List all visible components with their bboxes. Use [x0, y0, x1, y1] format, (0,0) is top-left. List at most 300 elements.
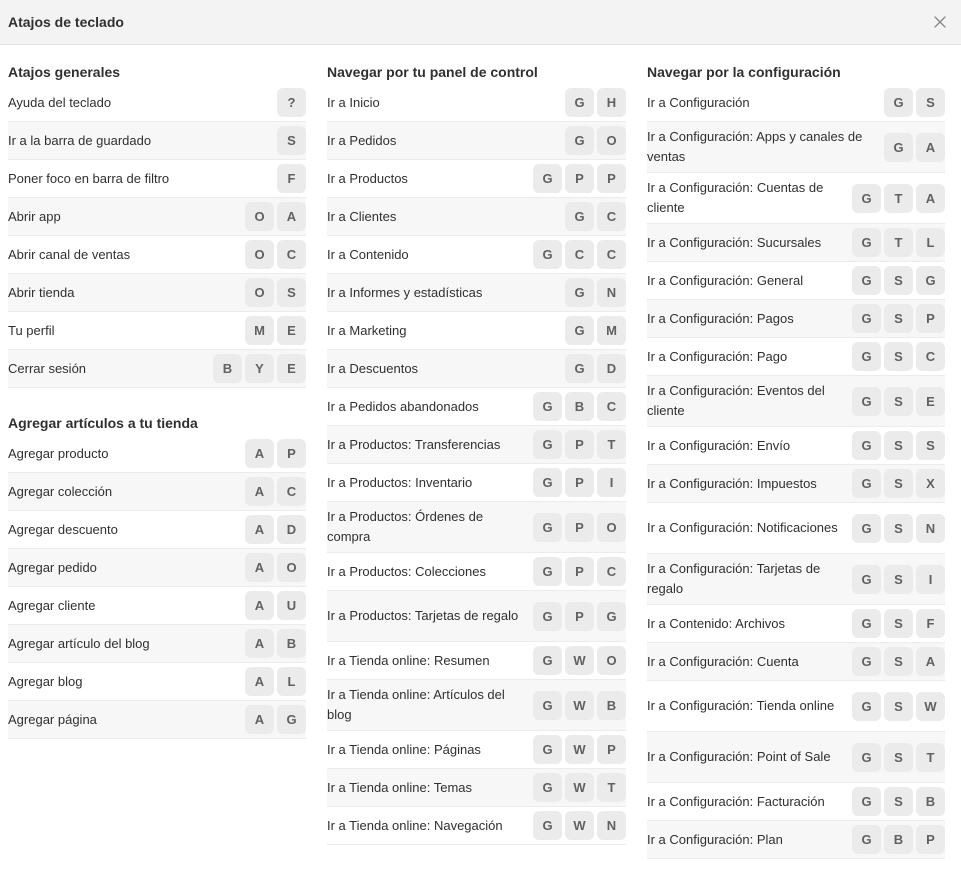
key-cap: G	[852, 266, 881, 295]
shortcut-label: Ir a Configuración: Eventos del cliente	[647, 383, 825, 418]
shortcut-label: Ir a Configuración: Pago	[647, 348, 788, 364]
key-cap: B	[884, 825, 913, 854]
key-cap: S	[884, 387, 913, 416]
shortcut-label: Ir a Tienda online: Artículos del blog	[327, 687, 505, 722]
key-cap: G	[852, 692, 881, 721]
shortcut-row	[327, 731, 626, 769]
key-cap: D	[277, 515, 306, 544]
key-cap: W	[565, 691, 594, 720]
shortcut-row	[647, 224, 945, 262]
column-general	[8, 45, 306, 739]
key-cap: ?	[277, 88, 306, 117]
key-cap: P	[565, 602, 594, 631]
shortcut-label: Agregar colección	[8, 483, 113, 499]
shortcut-row	[8, 84, 306, 122]
key-cap: S	[884, 342, 913, 371]
shortcut-row	[327, 807, 626, 845]
shortcut-keys	[245, 553, 306, 582]
shortcut-label: Agregar cliente	[8, 597, 96, 613]
shortcut-label: Agregar artículo del blog	[8, 635, 150, 651]
shortcut-keys	[245, 591, 306, 620]
column-settings	[647, 45, 945, 859]
key-cap: G	[852, 469, 881, 498]
shortcut-keys	[565, 202, 626, 231]
key-cap: O	[245, 278, 274, 307]
key-cap: G	[533, 557, 562, 586]
key-cap: M	[597, 316, 626, 345]
shortcut-keys	[245, 477, 306, 506]
shortcut-keys	[565, 126, 626, 155]
shortcut-list	[8, 435, 306, 739]
shortcut-keys	[533, 392, 626, 421]
shortcut-row	[8, 122, 306, 160]
shortcut-keys	[852, 647, 945, 676]
shortcut-label: Ir a Configuración: Point of Sale	[647, 749, 831, 764]
shortcut-row	[327, 274, 626, 312]
shortcut-row	[647, 732, 945, 783]
key-cap: B	[277, 629, 306, 658]
shortcut-list	[8, 84, 306, 388]
shortcut-keys	[533, 557, 626, 586]
key-cap: T	[884, 184, 913, 213]
key-cap: G	[852, 431, 881, 460]
shortcut-row	[647, 554, 945, 605]
key-cap: S	[884, 514, 913, 543]
shortcut-keys	[533, 468, 626, 497]
shortcut-keys	[245, 316, 306, 345]
shortcut-keys	[245, 202, 306, 231]
shortcut-row	[327, 553, 626, 591]
key-cap: A	[245, 591, 274, 620]
shortcut-label: Ir a Configuración: Envío	[647, 437, 791, 453]
shortcut-label: Ir a Pedidos abandonados	[327, 398, 479, 414]
shortcut-row	[327, 769, 626, 807]
key-cap: G	[852, 514, 881, 543]
key-cap: G	[533, 646, 562, 675]
shortcut-label: Ir a Tienda online: Temas	[327, 779, 473, 795]
shortcut-row	[647, 84, 945, 122]
shortcut-label: Abrir canal de ventas	[8, 246, 131, 262]
key-cap: X	[916, 469, 945, 498]
key-cap: G	[852, 609, 881, 638]
key-cap: I	[916, 565, 945, 594]
key-cap: G	[565, 316, 594, 345]
key-cap: G	[597, 602, 626, 631]
shortcut-row	[647, 300, 945, 338]
key-cap: I	[597, 468, 626, 497]
shortcut-label: Agregar página	[8, 711, 97, 727]
key-cap: N	[597, 278, 626, 307]
shortcut-label: Ir a Productos	[327, 170, 408, 186]
key-cap: E	[916, 387, 945, 416]
key-cap: G	[533, 602, 562, 631]
modal-header	[0, 0, 961, 45]
key-cap: G	[852, 387, 881, 416]
key-cap: C	[565, 240, 594, 269]
key-cap: G	[852, 787, 881, 816]
shortcut-keys	[245, 515, 306, 544]
shortcut-label: Agregar descuento	[8, 521, 118, 537]
shortcut-label: Ir a Contenido: Archivos	[647, 615, 786, 631]
shortcut-row	[8, 312, 306, 350]
shortcut-row	[327, 350, 626, 388]
key-cap: O	[277, 553, 306, 582]
shortcut-row	[647, 376, 945, 427]
key-cap: S	[884, 469, 913, 498]
key-cap: S	[884, 787, 913, 816]
shortcut-keys	[852, 266, 945, 295]
key-cap: T	[916, 743, 945, 772]
key-cap: O	[245, 202, 274, 231]
shortcut-row	[647, 173, 945, 224]
scroll-fade	[0, 859, 961, 873]
shortcut-label: Ir a Configuración: Cuentas de cliente	[647, 180, 824, 215]
shortcut-keys	[565, 278, 626, 307]
key-cap: G	[533, 513, 562, 542]
key-cap: P	[565, 557, 594, 586]
shortcut-row	[647, 427, 945, 465]
shortcut-label: Ir a la barra de guardado	[8, 132, 152, 148]
shortcut-keys	[533, 164, 626, 193]
shortcut-keys	[533, 513, 626, 542]
key-cap: M	[245, 316, 274, 345]
shortcut-keys	[852, 825, 945, 854]
key-cap: A	[916, 184, 945, 213]
shortcut-row	[8, 473, 306, 511]
key-cap: P	[565, 164, 594, 193]
key-cap: F	[916, 609, 945, 638]
shortcut-label: Ir a Productos: Órdenes de compra	[327, 509, 484, 544]
shortcut-row	[8, 701, 306, 739]
key-cap: T	[884, 228, 913, 257]
shortcut-label: Ir a Configuración: Sucursales	[647, 234, 822, 250]
key-cap: S	[884, 609, 913, 638]
key-cap: C	[597, 202, 626, 231]
shortcut-row	[327, 236, 626, 274]
shortcut-keys	[852, 387, 945, 416]
section-title: Agregar artículos a tu tienda	[8, 415, 198, 431]
key-cap: S	[916, 88, 945, 117]
shortcut-keys	[245, 278, 306, 307]
key-cap: L	[916, 228, 945, 257]
key-cap: P	[565, 430, 594, 459]
key-cap: O	[597, 646, 626, 675]
shortcut-label: Ir a Configuración: Tarjetas de regalo	[647, 561, 821, 596]
key-cap: L	[277, 667, 306, 696]
shortcut-row	[647, 605, 945, 643]
shortcut-keys	[245, 240, 306, 269]
shortcut-row	[647, 821, 945, 859]
shortcut-row	[327, 160, 626, 198]
close-icon	[934, 16, 946, 28]
key-cap: W	[565, 811, 594, 840]
key-cap: S	[884, 743, 913, 772]
key-cap: E	[277, 316, 306, 345]
shortcut-label: Ir a Configuración: General	[647, 272, 804, 288]
key-cap: G	[884, 88, 913, 117]
key-cap: S	[884, 647, 913, 676]
key-cap: P	[597, 164, 626, 193]
shortcut-row	[8, 236, 306, 274]
key-cap: G	[852, 228, 881, 257]
key-cap: W	[565, 735, 594, 764]
shortcut-row	[327, 642, 626, 680]
key-cap: G	[565, 88, 594, 117]
shortcut-label: Ir a Marketing	[327, 322, 407, 338]
shortcut-label: Ir a Configuración: Impuestos	[647, 475, 817, 491]
shortcut-row	[327, 388, 626, 426]
shortcut-label: Ir a Configuración: Cuenta	[647, 653, 799, 669]
key-cap: G	[565, 278, 594, 307]
key-cap: C	[277, 477, 306, 506]
key-cap: T	[597, 773, 626, 802]
key-cap: G	[852, 825, 881, 854]
shortcuts-body	[0, 45, 961, 873]
shortcut-row	[647, 783, 945, 821]
key-cap: G	[533, 240, 562, 269]
shortcut-label: Ir a Pedidos	[327, 132, 397, 148]
key-cap: G	[852, 304, 881, 333]
shortcut-label: Agregar blog	[8, 673, 83, 689]
shortcut-row	[8, 350, 306, 388]
key-cap: A	[245, 705, 274, 734]
shortcut-label: Ir a Configuración	[647, 94, 750, 110]
shortcut-keys	[245, 629, 306, 658]
key-cap: W	[565, 646, 594, 675]
section-title: Atajos generales	[8, 64, 121, 80]
key-cap: G	[565, 354, 594, 383]
key-cap: C	[916, 342, 945, 371]
shortcut-row	[327, 464, 626, 502]
key-cap: G	[533, 811, 562, 840]
key-cap: E	[277, 354, 306, 383]
key-cap: A	[916, 133, 945, 162]
shortcut-label: Abrir app	[8, 208, 61, 224]
key-cap: G	[277, 705, 306, 734]
key-cap: A	[245, 553, 274, 582]
shortcut-row	[327, 198, 626, 236]
shortcut-row	[8, 663, 306, 701]
shortcut-row	[327, 680, 626, 731]
shortcut-keys	[565, 354, 626, 383]
shortcut-keys	[884, 88, 945, 117]
key-cap: T	[597, 430, 626, 459]
key-cap: N	[597, 811, 626, 840]
key-cap: G	[533, 430, 562, 459]
shortcut-row	[327, 84, 626, 122]
shortcut-keys	[852, 743, 945, 772]
key-cap: A	[245, 667, 274, 696]
shortcut-label: Poner foco en barra de filtro	[8, 170, 170, 186]
shortcut-label: Ir a Configuración: Notificaciones	[647, 520, 838, 535]
key-cap: A	[916, 647, 945, 676]
shortcut-label: Ir a Clientes	[327, 208, 397, 224]
key-cap: P	[277, 439, 306, 468]
shortcut-keys	[852, 431, 945, 460]
shortcut-row	[327, 426, 626, 464]
shortcut-keys	[245, 439, 306, 468]
key-cap: O	[245, 240, 274, 269]
key-cap: A	[245, 439, 274, 468]
key-cap: B	[565, 392, 594, 421]
shortcut-label: Ir a Descuentos	[327, 360, 419, 376]
shortcut-row	[647, 122, 945, 173]
shortcut-label: Ir a Configuración: Pagos	[647, 310, 794, 326]
key-cap: B	[597, 691, 626, 720]
shortcut-keys	[533, 691, 626, 720]
key-cap: P	[597, 735, 626, 764]
shortcut-row	[8, 160, 306, 198]
key-cap: O	[597, 126, 626, 155]
key-cap: Y	[245, 354, 274, 383]
key-cap: A	[277, 202, 306, 231]
key-cap: S	[916, 431, 945, 460]
section-title: Navegar por tu panel de control	[327, 64, 538, 80]
key-cap: O	[597, 513, 626, 542]
key-cap: W	[916, 692, 945, 721]
shortcut-label: Ir a Tienda online: Navegación	[327, 817, 503, 833]
column-dashboard	[327, 45, 626, 845]
shortcut-keys	[533, 430, 626, 459]
modal-title: Atajos de teclado	[8, 14, 124, 30]
shortcut-keys	[277, 164, 306, 193]
key-cap: H	[597, 88, 626, 117]
shortcut-keys	[852, 228, 945, 257]
key-cap: G	[533, 392, 562, 421]
shortcut-label: Agregar pedido	[8, 559, 97, 575]
shortcut-label: Agregar producto	[8, 445, 109, 461]
shortcut-row	[327, 591, 626, 642]
shortcut-keys	[852, 787, 945, 816]
shortcut-label: Cerrar sesión	[8, 360, 87, 376]
shortcut-label: Ir a Productos: Inventario	[327, 474, 473, 490]
shortcut-label: Ayuda del teclado	[8, 94, 112, 110]
shortcut-row	[647, 465, 945, 503]
key-cap: N	[916, 514, 945, 543]
key-cap: B	[916, 787, 945, 816]
shortcut-keys	[852, 184, 945, 213]
key-cap: G	[533, 468, 562, 497]
shortcut-keys	[852, 609, 945, 638]
shortcut-label: Ir a Informes y estadísticas	[327, 284, 483, 300]
shortcut-keys	[533, 735, 626, 764]
key-cap: G	[565, 126, 594, 155]
key-cap: G	[852, 647, 881, 676]
key-cap: F	[277, 164, 306, 193]
shortcut-keys	[533, 811, 626, 840]
key-cap: G	[533, 691, 562, 720]
shortcut-label: Ir a Tienda online: Páginas	[327, 741, 481, 757]
section-title: Navegar por la configuración	[647, 64, 841, 80]
key-cap: G	[533, 773, 562, 802]
shortcut-keys	[852, 342, 945, 371]
shortcut-keys	[533, 240, 626, 269]
shortcut-keys	[884, 133, 945, 162]
shortcut-label: Ir a Configuración: Tienda online	[647, 698, 835, 713]
shortcut-label: Ir a Configuración: Plan	[647, 831, 783, 847]
shortcut-row	[647, 681, 945, 732]
shortcut-keys	[245, 705, 306, 734]
shortcut-label: Tu perfil	[8, 322, 55, 338]
shortcut-keys	[245, 667, 306, 696]
key-cap: B	[213, 354, 242, 383]
key-cap: G	[852, 184, 881, 213]
key-cap: S	[884, 431, 913, 460]
shortcut-row	[647, 503, 945, 554]
shortcut-keys	[533, 602, 626, 631]
key-cap: G	[852, 565, 881, 594]
key-cap: S	[277, 278, 306, 307]
key-cap: G	[852, 342, 881, 371]
key-cap: G	[884, 133, 913, 162]
shortcut-keys	[565, 88, 626, 117]
key-cap: S	[884, 304, 913, 333]
key-cap: P	[565, 468, 594, 497]
key-cap: D	[597, 354, 626, 383]
shortcut-label: Ir a Inicio	[327, 94, 380, 110]
shortcut-row	[327, 502, 626, 553]
shortcut-row	[327, 312, 626, 350]
key-cap: G	[852, 743, 881, 772]
shortcut-row	[8, 625, 306, 663]
shortcut-keys	[852, 692, 945, 721]
key-cap: C	[597, 557, 626, 586]
shortcut-label: Ir a Tienda online: Resumen	[327, 652, 490, 668]
key-cap: A	[245, 477, 274, 506]
shortcut-row	[8, 198, 306, 236]
shortcut-row	[647, 262, 945, 300]
shortcut-list	[327, 84, 626, 845]
close-button[interactable]	[928, 10, 952, 34]
shortcut-keys	[565, 316, 626, 345]
key-cap: A	[245, 629, 274, 658]
key-cap: P	[916, 304, 945, 333]
key-cap: G	[533, 164, 562, 193]
shortcut-label: Ir a Productos: Colecciones	[327, 563, 486, 579]
shortcut-keys	[852, 565, 945, 594]
shortcut-keys	[213, 354, 306, 383]
shortcut-label: Ir a Contenido	[327, 246, 409, 262]
shortcut-keys	[533, 773, 626, 802]
shortcut-keys	[852, 469, 945, 498]
shortcut-keys	[852, 514, 945, 543]
shortcut-keys	[277, 88, 306, 117]
key-cap: P	[565, 513, 594, 542]
shortcut-label: Ir a Configuración: Facturación	[647, 793, 825, 809]
key-cap: W	[565, 773, 594, 802]
shortcut-label: Abrir tienda	[8, 284, 75, 300]
shortcut-row	[8, 511, 306, 549]
key-cap: P	[916, 825, 945, 854]
shortcut-keys	[533, 646, 626, 675]
shortcut-row	[647, 338, 945, 376]
shortcut-row	[8, 549, 306, 587]
shortcut-row	[647, 643, 945, 681]
key-cap: G	[533, 735, 562, 764]
shortcut-keys	[852, 304, 945, 333]
shortcut-label: Ir a Configuración: Apps y canales de ventas	[647, 129, 863, 164]
shortcut-label: Ir a Productos: Transferencias	[327, 436, 501, 452]
shortcut-row	[8, 274, 306, 312]
key-cap: S	[277, 126, 306, 155]
shortcut-list	[647, 84, 945, 859]
shortcut-row	[327, 122, 626, 160]
key-cap: C	[597, 392, 626, 421]
key-cap: U	[277, 591, 306, 620]
key-cap: S	[884, 565, 913, 594]
key-cap: S	[884, 692, 913, 721]
key-cap: A	[245, 515, 274, 544]
